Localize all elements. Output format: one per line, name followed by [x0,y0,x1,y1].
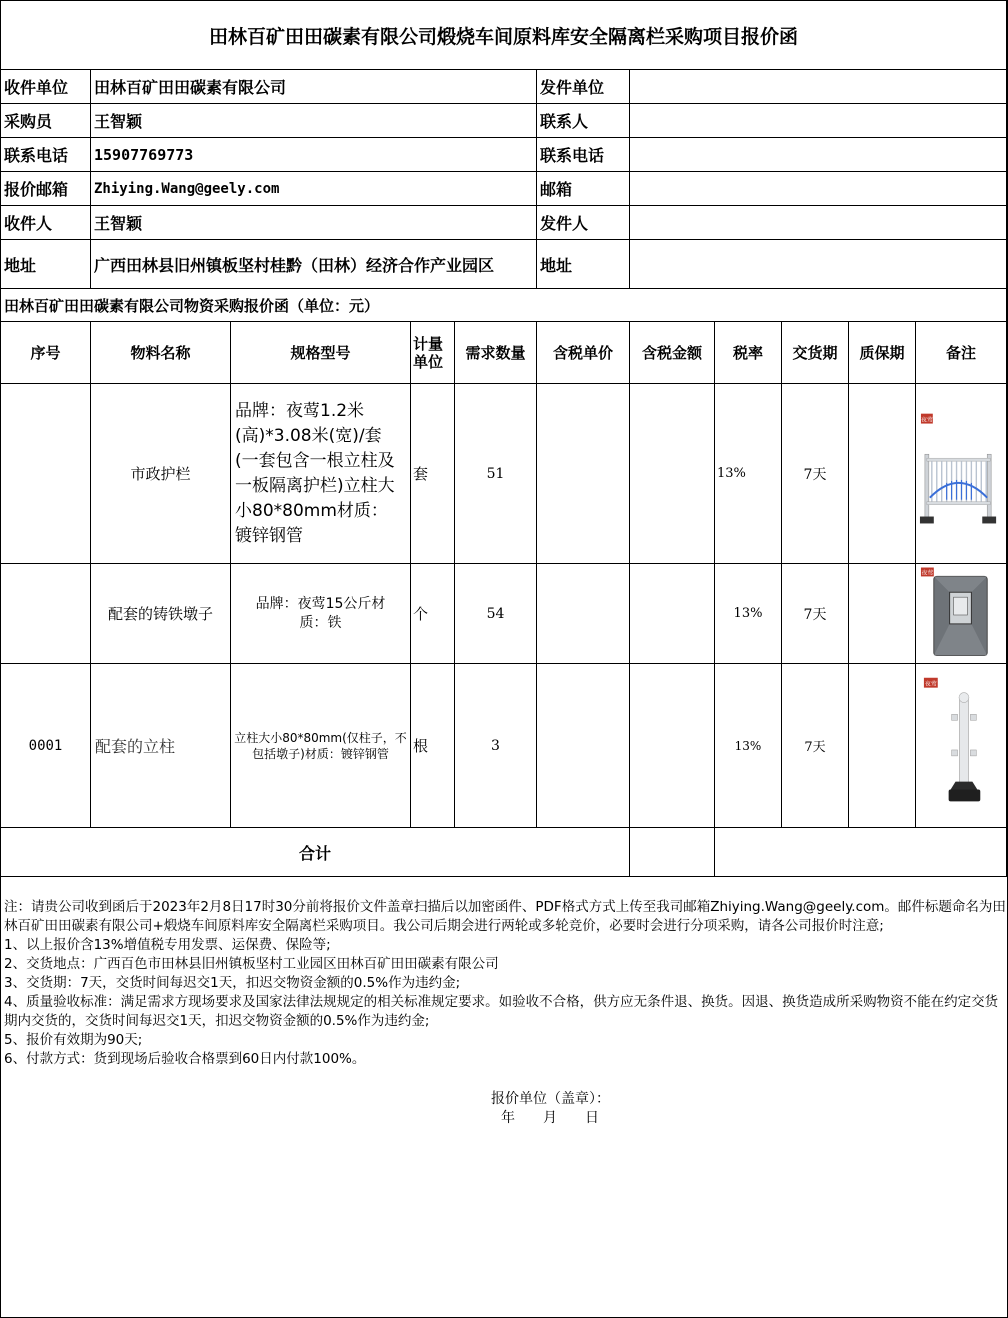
row1-unit: 套 [411,384,455,564]
header-warranty: 质保期 [849,322,916,384]
row1-warranty [849,384,916,564]
row3-remark [916,664,1007,828]
row2-tax: 13% [715,564,782,664]
header-spec: 规格型号 [231,322,411,384]
row3-spec: 立柱大小80*80mm(仅柱子，不包括墩子)材质：镀锌钢管 [231,664,411,828]
row1-tax: 13% [715,384,782,564]
row1-delivery: 7天 [782,384,849,564]
sign-date: 年 月 日 [501,1110,599,1126]
row2-unit: 个 [411,564,455,664]
email-value: Zhiying.Wang@geely.com [91,172,537,206]
row3-unit: 根 [411,664,455,828]
addr2-value [630,240,1007,289]
row1-price [537,384,630,564]
buyer-value: 王智颖 [91,104,537,138]
row2-qty: 54 [455,564,537,664]
header-qty: 需求数量 [455,322,537,384]
header-name: 物料名称 [91,322,231,384]
row2-name: 配套的铸铁墩子 [91,564,231,664]
email2-label: 邮箱 [537,172,630,206]
note-1: 1、以上报价含13%增值税专用发票、运保费、保险等; [4,937,331,953]
row3-price [537,664,630,828]
row1-qty: 51 [455,384,537,564]
page-title: 田林百矿田田碳素有限公司煅烧车间原料库安全隔离栏采购项目报价函 [1,1,1007,70]
post-image [916,664,1006,828]
row1-remark [916,384,1007,564]
row1-name: 市政护栏 [91,384,231,564]
row3-delivery: 7天 [782,664,849,828]
pier-image-tag: 夜莺 [921,568,934,576]
sign-unit: 报价单位（盖章）： [491,1091,610,1107]
note-intro: 注：请贵公司收到函后于2023年2月8日17时30分前将报价文件盖章扫描后以加密函件、PDF格式方式上传至我司邮箱Zhiying.Wang@geely.com。邮件标题命名为田林百矿田田碳素有限公司+煅烧车间原料库安全隔离栏采购项目。我公司后期会进行两轮或多轮竞价，必要时会进行分项采购，请各公司报价时注意; [4,899,1006,934]
row3-no: 0001 [1,664,91,828]
recv-unit-value: 田林百矿田田碳素有限公司 [91,70,537,104]
row3-name: 配套的立柱 [91,664,231,828]
addr2-label: 地址 [537,240,630,289]
header-remark: 备注 [916,322,1007,384]
fence-image-tag: 夜莺 [920,416,933,424]
note-6: 6、付款方式：货到现场后验收合格票到60日内付款100%。 [4,1051,366,1067]
phone2-label: 联系电话 [537,138,630,172]
fence-image [916,384,1006,564]
row1-no [1,384,91,564]
header-amount: 含税金额 [630,322,715,384]
email-label: 报价邮箱 [1,172,91,206]
addr-value: 广西田林县旧州镇板坚村桂黔（田林）经济合作产业园区 [91,240,537,289]
contact-label: 联系人 [537,104,630,138]
row2-delivery: 7天 [782,564,849,664]
total-label: 合计 [1,828,630,877]
note-5: 5、报价有效期为90天; [4,1032,143,1048]
phone-label: 联系电话 [1,138,91,172]
header-unit: 计量单位 [411,322,455,384]
row2-price [537,564,630,664]
row2-amount [630,564,715,664]
row1-spec: 品牌：夜莺1.2米(高)*3.08米(宽)/套(一套包含一根立柱及一板隔离护栏)立柱大小80*80mm材质：镀锌钢管 [231,384,411,564]
row2-remark [916,564,1007,664]
row3-amount [630,664,715,828]
row3-warranty [849,664,916,828]
header-price: 含税单价 [537,322,630,384]
note-4: 4、质量验收标准：满足需求方现场要求及国家法律法规规定的相关标准规定要求。如验收不合格，供方应无条件退、换货。因退、换货造成所采购物资不能在约定交货期内交货的，交货时间每迟交1天，扣迟交物资金额的0.5%作为违约金; [4,994,999,1029]
row3-qty: 3 [455,664,537,828]
phone-value: 15907769773 [91,138,537,172]
phone2-value [630,138,1007,172]
email2-value [630,172,1007,206]
send-unit-label: 发件单位 [537,70,630,104]
receiver-label: 收件人 [1,206,91,240]
note-2: 2、交货地点：广西百色市田林县旧州镇板坚村工业园区田林百矿田田碳素有限公司 [4,956,499,972]
send-unit-value [630,70,1007,104]
note-3: 3、交货期：7天，交货时间每迟交1天，扣迟交物资金额的0.5%作为违约金; [4,975,461,991]
row3-tax: 13% [715,664,782,828]
addr-label: 地址 [1,240,91,289]
contact-value [630,104,1007,138]
notes [4,898,1007,1069]
total-remark [715,828,1007,877]
receiver-value: 王智颖 [91,206,537,240]
row2-spec: 品牌：夜莺15公斤材质：铁 [231,564,411,664]
post-image-tag: 夜莺 [924,680,937,688]
sender-label: 发件人 [537,206,630,240]
header-tax: 税率 [715,322,782,384]
header-no: 序号 [1,322,91,384]
row1-amount [630,384,715,564]
sender-value [630,206,1007,240]
header-delivery: 交货期 [782,322,849,384]
row2-warranty [849,564,916,664]
row2-no [1,564,91,664]
cast-iron-pier-image [916,564,1006,664]
recv-unit-label: 收件单位 [1,70,91,104]
total-amount [630,828,715,877]
buyer-label: 采购员 [1,104,91,138]
section-title: 田林百矿田田碳素有限公司物资采购报价函（单位：元） [1,289,1007,322]
